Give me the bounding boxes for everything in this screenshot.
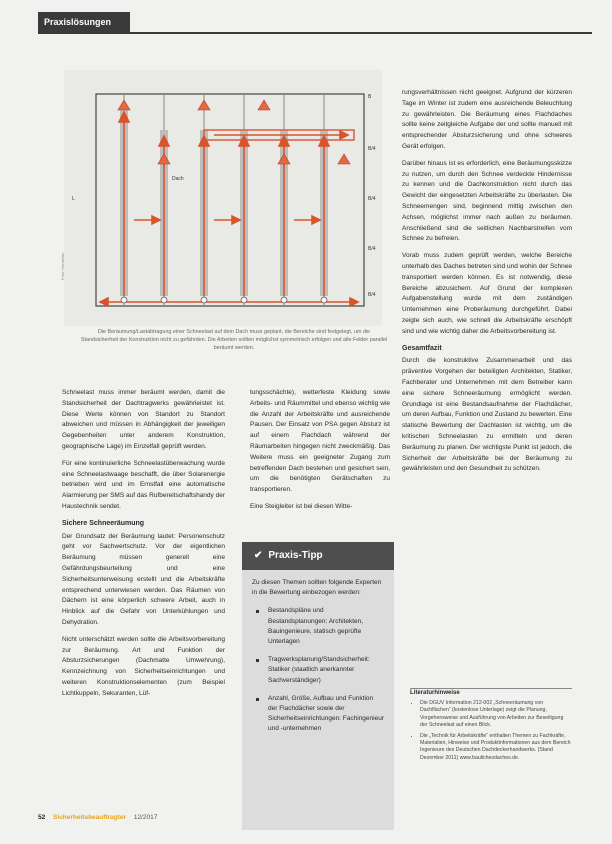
magazine-name: Sicherheitsbeauftragter [53,814,127,821]
literature-item: • Die DGUV Information 212-002 „Schneeräumung von Dachflächen“ (kostenlose Unterlage) zeigt die Planung, Vorgehensweise und Ausführung von Arbeiten zur Beseitigung der Schneelast auf einen Blick. [420,700,572,730]
practice-tip-intro: Zu diesen Themen sollten folgende Experten in die Bewertung einbezogen werden: [252,579,382,597]
literature-list [410,700,572,765]
label-side-left: L [72,196,75,202]
practice-tip-item: Tragwerksplanung/Standsicherheit: Statiker (staatlich anerkannter Sachverständiger) [262,655,384,686]
left-paragraph-2: Für eine kontinuierliche Schneelastüberwachung wurde eine Schneelastwaage beschafft, die über Solarenergie betrieben wird und im Ernstfall eine automatische Alarmierung per SMS auf das Rufbereitschaftshandy der Haustechnik sendet. [62,459,225,510]
label-room: Dach [172,176,184,182]
literature-heading: Literaturhinweise [410,690,460,696]
middle-column [250,388,390,519]
right-paragraph-3: Vorab muss zudem geprüft werden, welche Bereiche unterhalb des Daches betreten sind und wohin der Schnee transportiert werden können. Es ist notwendig, diese Bereiche abzusichern. Auf Grund der komplexen Aufgabenstellung wurde mit dem zuständigen Unternehmen eine Proberäumung durchgeführt. Dabei zeigte sich auch, wie schnell die Arbeitskräfte erschöpft sind und wie wichtig daher die Arbeitsvorbereitung ist. [402,252,572,335]
left-paragraph-3: Der Grundsatz der Beräumung lautet: Personenschutz geht vor Sachwertschutz. Vor der eigentlichen Beräumung müssen generell eine Gefährdungsbeurteilung und eine Sicherheitsunterweisung erstellt und die Arbeitskräfte entsprechend unterwiesen werden. Das Räumen von Dächern ist eine körperlich schwere Arbeit, auch in Hinblick auf die Gefahr von Unterkühlungen und Dehydration. [62,532,225,626]
section-tab: Praxislösungen [38,12,130,32]
label-r4: B/4 [368,292,376,298]
practice-tip-item: Anzahl, Größe, Aufbau und Funktion der Flachdächer sowie der Sicherheitseinrichtungen: Fachingenieur und -unternehmen [262,694,384,735]
label-top-right: B [368,94,372,100]
right-column [402,88,572,481]
right-paragraph-1: rungsverhältnissen nicht geeignet. Aufgrund der kürzeren Tage im Winter ist zudem eine ausreichende Beleuchtung zu gewährleisten. Die Beräumung eines Flachdaches sollte keine zeitgleiche Aufgabe der und sollte manuell mit entsprechender Absturzsicherung und ohne schweres Gerät erfolgen. [402,89,572,150]
literature-rule [410,688,572,689]
mid-paragraph-2: Eine Steigleiter ist bei diesen Witte- [250,502,353,510]
left-paragraph-4: Nicht unterschätzt werden sollte die Arbeitsvorbereitung zur Beräumung. Art und Funktion der Absturzsicherungen (Dachmatte Umwehrung), Kennzeichnung von Sicherheitseinrichtungen und weiteren Konstruktionselementen (zum Beispiel Lichtkuppeln, Sekuranten, Lüf- [62,635,225,697]
diagram-svg [64,70,382,326]
practice-tip-body [242,570,394,751]
figure-caption: Die Beräumung/Lastabtragung einer Schneelast auf dem Dach muss geplant, die Bereiche sind festgelegt, um die Standsicherheit der Konstruktion nicht zu gefährden. Die Arbeiten sollten möglichst symmetrisch erfolgen und alle Felder parallel beräumt werden. [80,329,388,351]
left-paragraph-1: Schneelast muss immer beräumt werden, damit die Standsicherheit der Dachtragwerks gewährleistet ist. Diese Werte können von Standort zu Standort abweichen und müssen in Abhängigkeit der jeweiligen Gegebenheiten unter anderem Konstruktion, geographische Lage) im Einzelfall geprüft werden. [62,389,225,450]
literature-item: • Die „Technik für Arbeitskräfte“ enthalten Themen zu Fachkräfte, Materialien, Hinweise und Produktinformationen aus dem Bereich Ingenieure des Deutschen Dachdeckerhandwerks. (Stand Dezember 2011) www.baulichesdaches.de. [420,733,572,763]
issue-number: 12/2017 [133,814,158,821]
heading-safe-clearing: Sichere Schneeräumung [62,519,145,527]
heading-conclusion: Gesamtfazit [402,344,442,352]
header-rule [38,32,592,34]
label-r1: B/4 [368,146,376,152]
practice-tip-list [252,606,384,734]
diagram-bg [64,70,382,326]
right-paragraph-4: Durch die konstruktive Zusammenarbeit und das präventive Vorgehen der beteiligten Architekten, Statiker, Fachberater und Unternehmen mit dem Betreiber kann eine sichere Schneeräumung ermöglicht werden. Grundlage ist eine Bestandsaufnahme der Flachdächer, um deren Aufbau, Funktion und Zustand zu bewerten. Eine statische Bewertung der Dachlasten ist wichtig, um die kritischen Schneelasten zu ermitteln und deren Beräumung zu planen. Der wichtigste Punkt ist jedoch, die Sicherheit der Arbeitskräfte bei der Beräumung zu gewährleisten und den Gesundheit zu schützen. [402,357,572,473]
practice-tip-header [242,542,394,570]
practice-tip-box [242,542,394,830]
page-number: 52 [38,814,46,821]
left-column [62,388,225,706]
label-r3: B/4 [368,246,376,252]
photo-credit: Foto: Hersteller [60,252,65,280]
page-footer [38,814,157,821]
label-r2: B/4 [368,196,376,202]
practice-tip-title: Praxis-Tipp [268,550,323,561]
roof-clearing-diagram [64,70,382,326]
checkmark-icon: ✔ [254,550,263,561]
right-paragraph-2: Darüber hinaus ist es erforderlich, eine Beräumungsskizze zu nutzen, um durch den Schnee verdeckte Hindernisse zu kennen und die Dachkonstruktion nicht durch das Gewicht der eingesetzten Arbeitskräfte zu überlasten. Die Schneemengen sind, beginnend mittig zwischen den Achsen, möglichst immer nach außen zu beräumen. Anschließend sind die seitlichen Nachbarstreifen vom Schnee zu befreien. [402,159,572,243]
mid-paragraph-1: tungsschächte), wetterfeste Kleidung sowie Arbeits- und Räummittel und ebenso wichtig wie die Anzahl der Arbeitskräfte und ausreichende Pausen. Der Einsatz von PSA gegen Absturz ist auf einem Flachdach während der Räumarbeiten hingegen nicht zweckmäßig. Das Weitere muss ein geeigneter Zugang zum betreffenden Dach bestehen und gesichert sein, um die benötigten Gerätschaften zu transportieren. [250,389,390,494]
practice-tip-item: Bestandspläne und Bestandsplanungen: Architekten, Bauingenieure, statisch geprüfte Unterlagen [262,606,384,647]
